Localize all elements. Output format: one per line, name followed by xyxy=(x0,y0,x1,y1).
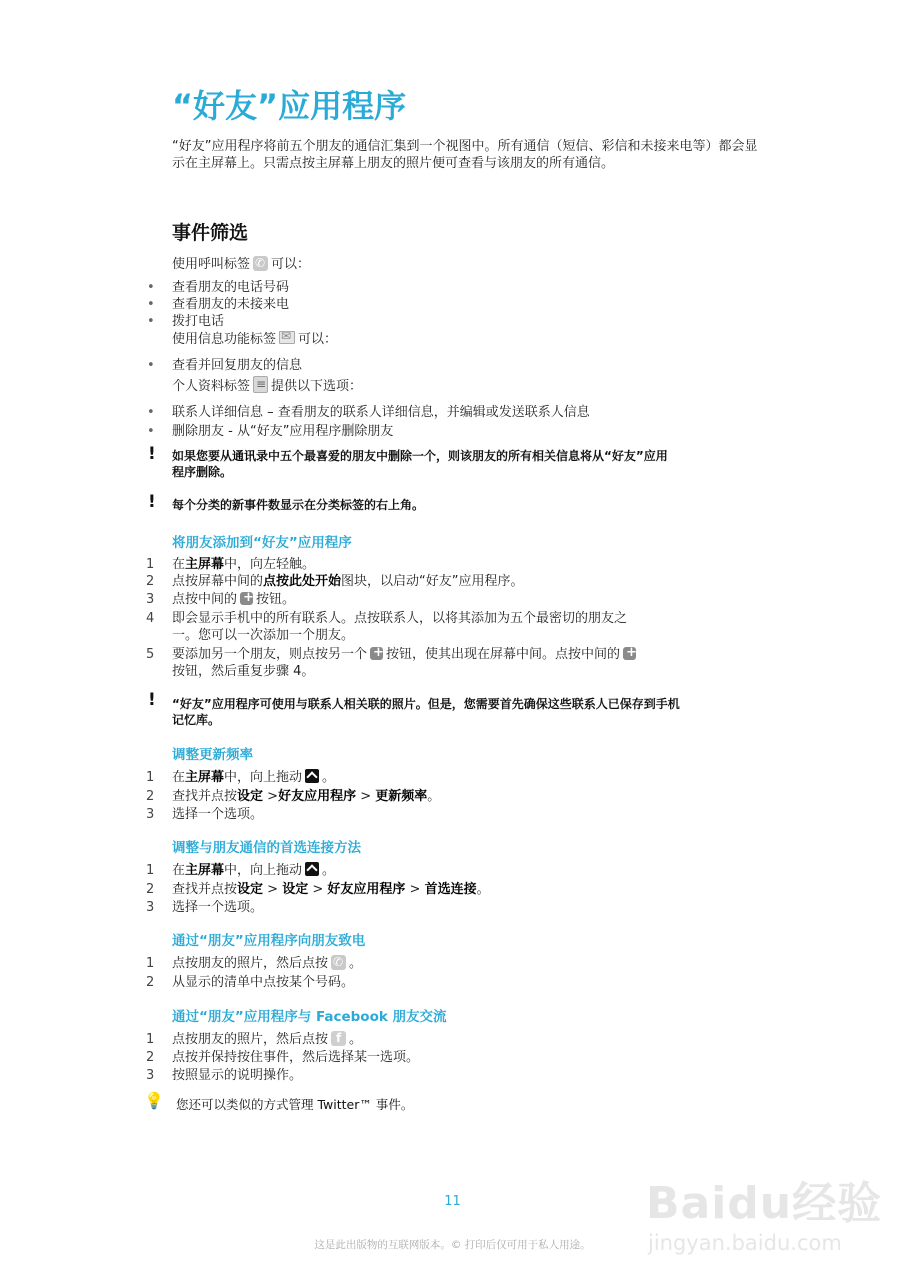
step-text: 选择一个选项。 xyxy=(172,900,264,915)
note-text: 程序删除。 xyxy=(172,465,233,479)
step-item xyxy=(146,591,296,608)
chevron-up-icon xyxy=(305,769,319,783)
list-item xyxy=(147,279,290,296)
profile-tab-line xyxy=(172,376,362,395)
step-text: 查找并点按 xyxy=(172,789,238,804)
step-text: 在 xyxy=(172,770,186,785)
call-tab-text: 使用呼叫标签 xyxy=(172,257,251,272)
step-item xyxy=(146,610,628,644)
bullet: • xyxy=(147,314,155,329)
list-item-text: 联系人详细信息 – 查看朋友的联系人详细信息，并编辑或发送联系人信息 xyxy=(172,405,590,420)
step-number: 3 xyxy=(146,900,155,915)
list-item-text: 删除朋友 - 从“好友”应用程序删除朋友 xyxy=(172,424,394,439)
step-number: 1 xyxy=(146,956,155,971)
step-text: 。 xyxy=(476,882,490,897)
profile-tab-text: 个人资料标签 xyxy=(172,379,251,394)
profile-icon xyxy=(253,376,268,393)
msg-tab-text: 使用信息功能标签 xyxy=(172,332,277,347)
phone-icon xyxy=(253,256,268,271)
step-number: 5 xyxy=(146,647,155,662)
step-number: 2 xyxy=(146,574,155,589)
step-bold: 更新频率 xyxy=(375,789,428,804)
msg-tab-suffix: 可以： xyxy=(298,332,338,347)
section-heading-add-friend: 将朋友添加到“好友”应用程序 xyxy=(172,535,352,551)
baidu-watermark xyxy=(640,1145,885,1275)
note-photos xyxy=(172,696,772,728)
step-bold: 主屏幕 xyxy=(185,770,225,785)
page-title: “好友”应用程序 xyxy=(172,87,407,125)
step-text: > xyxy=(308,882,328,897)
step-number: 4 xyxy=(146,611,155,626)
bullet: • xyxy=(147,280,155,295)
step-text: 。 xyxy=(427,789,441,804)
step-text: 从显示的清单中点按某个号码。 xyxy=(172,975,355,990)
step-bold: 点按此处开始 xyxy=(263,574,342,589)
step-text: 在 xyxy=(172,863,186,878)
step-bold: 设定 xyxy=(237,789,264,804)
footer-copyright: 这是此出版物的互联网版本。© 打印后仅可用于私人用途。 xyxy=(314,1239,591,1251)
step-number: 2 xyxy=(146,975,155,990)
note-text: “好友”应用程序可使用与联系人相关联的照片。但是，您需要首先确保这些联系人已保存到手机 xyxy=(172,697,680,711)
step-text: 。 xyxy=(349,1032,363,1047)
note-event-count: 每个分类的新事件数显示在分类标签的右上角。 xyxy=(172,498,425,512)
list-item-text: 查看朋友的电话号码 xyxy=(172,280,290,295)
step-text: 一。您可以一次添加一个朋友。 xyxy=(172,628,355,643)
step-text: 中，向左轻触。 xyxy=(224,557,316,572)
note-text: 记忆库。 xyxy=(172,713,221,727)
step-text: 选择一个选项。 xyxy=(172,807,264,822)
page-number: 11 xyxy=(444,1194,461,1209)
step-text: > xyxy=(263,789,279,804)
bullet: • xyxy=(147,297,155,312)
step-text: 按照显示的说明操作。 xyxy=(172,1068,303,1083)
step-text: 。 xyxy=(322,863,336,878)
step-text: > xyxy=(356,789,376,804)
step-number: 1 xyxy=(146,770,155,785)
intro-paragraph: “好友”应用程序将前五个朋友的通信汇集到一个视图中。所有通信（短信、彩信和未接来电等）都会显示在主屏幕上。只需点按主屏幕上朋友的照片便可查看与该朋友的所有通信。 xyxy=(172,139,758,171)
bullet: • xyxy=(147,424,155,439)
step-number: 3 xyxy=(146,1068,155,1083)
mail-icon xyxy=(279,331,295,344)
step-number: 2 xyxy=(146,1050,155,1065)
step-text: 图块，以启动“好友”应用程序。 xyxy=(341,574,524,589)
plus-icon xyxy=(623,647,636,660)
lightbulb-icon: 💡 xyxy=(144,1091,164,1110)
chevron-up-icon xyxy=(305,862,319,876)
list-item xyxy=(147,296,290,313)
step-bold: 设定 xyxy=(237,882,264,897)
msg-tab-line xyxy=(172,331,337,348)
phone-icon xyxy=(331,955,346,970)
step-bold: 首选连接 xyxy=(424,882,477,897)
step-number: 2 xyxy=(146,882,155,897)
warning-icon: ! xyxy=(148,690,156,710)
step-text: 点按朋友的照片，然后点按 xyxy=(172,956,329,971)
step-item xyxy=(146,1049,420,1066)
step-text: > xyxy=(405,882,425,897)
section-heading-connection: 调整与朋友通信的首选连接方法 xyxy=(172,840,361,856)
note-text: 中五个最喜爱的朋友中删除一个，则该朋友的所有相关信息将从“好友”应用 xyxy=(268,449,668,463)
step-bold: 主屏幕 xyxy=(185,863,225,878)
step-item xyxy=(146,769,336,786)
step-text: 。 xyxy=(349,956,363,971)
warning-icon: ! xyxy=(148,444,156,464)
step-text: 在 xyxy=(172,557,186,572)
step-text: 。 xyxy=(322,770,336,785)
watermark-url-text: jingyan.baidu.com xyxy=(648,1231,842,1255)
step-bold: 设定 xyxy=(282,882,309,897)
note-text: 如果您要从 xyxy=(172,449,233,463)
step-text: 按钮。 xyxy=(256,592,296,607)
list-item-text: 查看并回复朋友的信息 xyxy=(172,358,303,373)
watermark-main-text: Baidu经验 xyxy=(646,1178,883,1229)
list-item-text: 查看朋友的未接来电 xyxy=(172,297,290,312)
list-item xyxy=(147,423,394,440)
step-text: 点按并保持按住事件，然后选择某一选项。 xyxy=(172,1050,420,1065)
step-text: 点按中间的 xyxy=(172,592,238,607)
step-item xyxy=(146,556,316,573)
section-heading-call-friend: 通过“朋友”应用程序向朋友致电 xyxy=(172,933,366,949)
warning-icon: ! xyxy=(148,492,156,512)
tip-twitter: 您还可以类似的方式管理 Twitter™ 事件。 xyxy=(176,1097,414,1112)
list-item xyxy=(147,313,225,330)
section-heading-update-frequency: 调整更新频率 xyxy=(172,747,253,763)
step-text: 按钮，使其出现在屏幕中间。点按中间的 xyxy=(386,647,621,662)
step-item xyxy=(146,862,336,879)
step-number: 1 xyxy=(146,863,155,878)
step-item xyxy=(146,806,264,823)
step-text: 要添加另一个朋友，则点按另一个 xyxy=(172,647,368,662)
list-item-text: 拨打电话 xyxy=(172,314,225,329)
bullet: • xyxy=(147,358,155,373)
step-item xyxy=(146,955,363,972)
note-delete-friend xyxy=(172,448,762,480)
note-bold-contacts: 通讯录 xyxy=(232,449,269,463)
profile-tab-suffix: 提供以下选项： xyxy=(271,379,363,394)
step-bold: 主屏幕 xyxy=(185,557,225,572)
step-text: 查找并点按 xyxy=(172,882,238,897)
step-number: 3 xyxy=(146,592,155,607)
facebook-icon xyxy=(331,1031,346,1046)
bullet: • xyxy=(147,405,155,420)
step-item xyxy=(146,1031,363,1048)
section-heading-filter: 事件筛选 xyxy=(172,222,249,244)
call-tab-suffix: 可以： xyxy=(271,257,311,272)
step-text: > xyxy=(263,882,283,897)
plus-icon xyxy=(370,647,383,660)
step-item xyxy=(146,974,355,991)
step-text: 中，向上拖动 xyxy=(224,863,303,878)
step-item xyxy=(146,1067,303,1084)
step-item xyxy=(146,573,524,590)
step-number: 2 xyxy=(146,789,155,804)
step-item xyxy=(146,788,441,805)
step-item xyxy=(146,899,264,916)
call-tab-line xyxy=(172,256,310,273)
plus-icon xyxy=(240,592,253,605)
step-text: 点按朋友的照片，然后点按 xyxy=(172,1032,329,1047)
step-number: 1 xyxy=(146,557,155,572)
step-item xyxy=(146,881,490,898)
step-text: 中，向上拖动 xyxy=(224,770,303,785)
step-text: 即会显示手机中的所有联系人。点按联系人，以将其添加为五个最密切的朋友之 xyxy=(172,611,628,626)
list-item xyxy=(147,404,590,421)
step-number: 1 xyxy=(146,1032,155,1047)
section-heading-facebook: 通过“朋友”应用程序与 Facebook 朋友交流 xyxy=(172,1009,447,1025)
step-bold: 好友应用程序 xyxy=(278,789,357,804)
list-item xyxy=(147,357,303,374)
step-text: 点按屏幕中间的 xyxy=(172,574,264,589)
step-number: 3 xyxy=(146,807,155,822)
step-text: 按钮，然后重复步骤 4。 xyxy=(172,664,315,679)
step-bold: 好友应用程序 xyxy=(327,882,406,897)
step-item xyxy=(146,646,639,680)
